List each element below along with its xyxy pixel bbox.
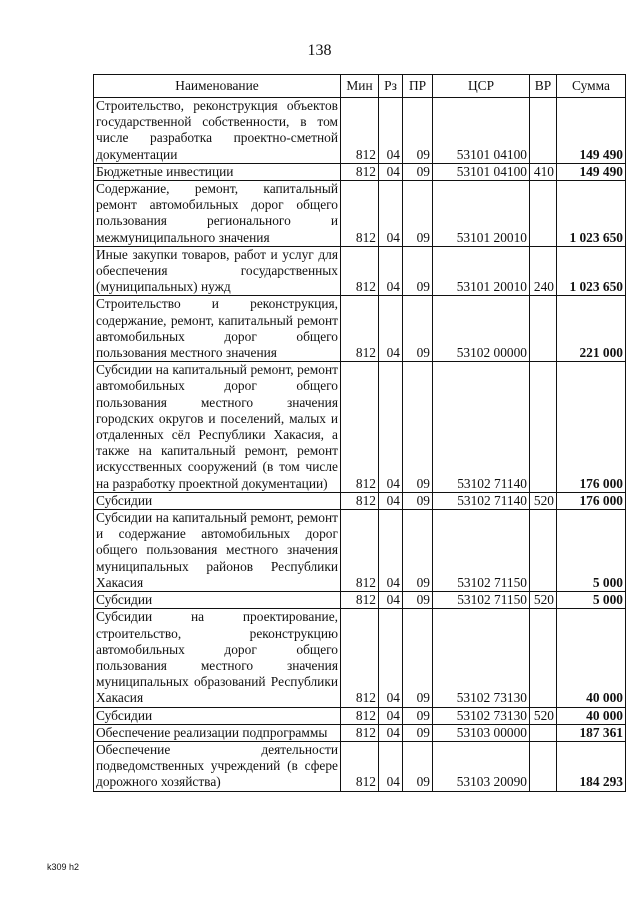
row-pr-cell: 09 (403, 741, 433, 791)
row-name-cell: Обеспечение реализации подпрограммы (94, 724, 341, 741)
row-rz-cell: 04 (379, 609, 403, 707)
page-number: 138 (307, 42, 332, 59)
row-min-cell: 812 (341, 181, 379, 247)
budget-table (93, 74, 626, 792)
row-min-cell: 812 (341, 741, 379, 791)
row-min-cell: 812 (341, 609, 379, 707)
table-row (94, 246, 626, 296)
column-header-min: Мин (341, 75, 379, 98)
row-vr-cell (530, 724, 557, 741)
row-rz-cell: 04 (379, 181, 403, 247)
row-name-cell: Строительство и реконструкция, содержание, ремонт, капитальный ремонт автомобильных дорог общего пользования местного значения (94, 296, 341, 362)
column-header-csr: ЦСР (433, 75, 530, 98)
table-header-row (94, 75, 626, 98)
row-min-cell: 812 (341, 163, 379, 180)
column-header-sum: Сумма (557, 75, 626, 98)
row-min-cell: 812 (341, 246, 379, 296)
table-row (94, 510, 626, 592)
row-rz-cell: 04 (379, 163, 403, 180)
row-sum-cell: 40 000 (557, 707, 626, 724)
row-sum-cell: 40 000 (557, 609, 626, 707)
table-row (94, 362, 626, 493)
column-header-name: Наименование (94, 75, 341, 98)
row-csr-cell: 53102 71150 (433, 510, 530, 592)
row-csr-cell: 53102 71140 (433, 492, 530, 509)
row-pr-cell: 09 (403, 362, 433, 493)
row-csr-cell: 53102 71150 (433, 592, 530, 609)
row-rz-cell: 04 (379, 707, 403, 724)
table-row (94, 181, 626, 247)
row-csr-cell: 53103 00000 (433, 724, 530, 741)
row-name-cell: Субсидии на капитальный ремонт, ремонт автомобильных дорог общего пользования местного значения городских округов и поселений, малых и отдаленных сёл Республики Хакасия, а также на капитальный ремонт, ремонт искусственных сооружений (в том числе на разработку проектной документации) (94, 362, 341, 493)
row-vr-cell: 520 (530, 492, 557, 509)
table-row (94, 98, 626, 164)
row-sum-cell: 184 293 (557, 741, 626, 791)
row-csr-cell: 53102 71140 (433, 362, 530, 493)
row-pr-cell: 09 (403, 296, 433, 362)
row-pr-cell: 09 (403, 492, 433, 509)
row-rz-cell: 04 (379, 724, 403, 741)
row-rz-cell: 04 (379, 510, 403, 592)
row-name-cell: Субсидии на капитальный ремонт, ремонт и содержание автомобильных дорог общего пользования местного значения муниципальных районов Республики Хакасия (94, 510, 341, 592)
table-row (94, 741, 626, 791)
row-sum-cell: 1 023 650 (557, 246, 626, 296)
row-rz-cell: 04 (379, 98, 403, 164)
row-vr-cell: 240 (530, 246, 557, 296)
row-sum-cell: 149 490 (557, 98, 626, 164)
row-csr-cell: 53101 20010 (433, 246, 530, 296)
row-name-cell: Строительство, реконструкция объектов государственной собственности, в том числе разработка проектно-сметной документации (94, 98, 341, 164)
row-name-cell: Субсидии (94, 707, 341, 724)
row-sum-cell: 176 000 (557, 492, 626, 509)
row-csr-cell: 53101 04100 (433, 163, 530, 180)
row-min-cell: 812 (341, 296, 379, 362)
row-vr-cell: 410 (530, 163, 557, 180)
row-rz-cell: 04 (379, 296, 403, 362)
row-vr-cell (530, 98, 557, 164)
table-row (94, 724, 626, 741)
row-vr-cell: 520 (530, 592, 557, 609)
row-rz-cell: 04 (379, 246, 403, 296)
row-sum-cell: 5 000 (557, 510, 626, 592)
row-csr-cell: 53102 00000 (433, 296, 530, 362)
row-name-cell: Субсидии на проектирование, строительство, реконструкцию автомобильных дорог общего пользования местного значения муниципальных образований Республики Хакасия (94, 609, 341, 707)
row-pr-cell: 09 (403, 98, 433, 164)
row-sum-cell: 221 000 (557, 296, 626, 362)
row-pr-cell: 09 (403, 592, 433, 609)
column-header-pr: ПР (403, 75, 433, 98)
row-rz-cell: 04 (379, 362, 403, 493)
row-min-cell: 812 (341, 510, 379, 592)
row-name-cell: Субсидии (94, 492, 341, 509)
row-min-cell: 812 (341, 592, 379, 609)
row-sum-cell: 5 000 (557, 592, 626, 609)
row-min-cell: 812 (341, 707, 379, 724)
row-pr-cell: 09 (403, 510, 433, 592)
row-csr-cell: 53101 20010 (433, 181, 530, 247)
row-csr-cell: 53102 73130 (433, 707, 530, 724)
row-rz-cell: 04 (379, 492, 403, 509)
row-name-cell: Бюджетные инвестиции (94, 163, 341, 180)
row-vr-cell (530, 510, 557, 592)
row-rz-cell: 04 (379, 592, 403, 609)
table-row (94, 492, 626, 509)
row-vr-cell (530, 296, 557, 362)
row-pr-cell: 09 (403, 724, 433, 741)
row-pr-cell: 09 (403, 707, 433, 724)
table-row (94, 592, 626, 609)
row-vr-cell (530, 181, 557, 247)
row-sum-cell: 176 000 (557, 362, 626, 493)
row-vr-cell: 520 (530, 707, 557, 724)
row-name-cell: Субсидии (94, 592, 341, 609)
table-row (94, 296, 626, 362)
row-csr-cell: 53102 73130 (433, 609, 530, 707)
row-name-cell: Содержание, ремонт, капитальный ремонт автомобильных дорог общего пользования регионального и межмуниципального значения (94, 181, 341, 247)
row-name-cell: Иные закупки товаров, работ и услуг для обеспечения государственных (муниципальных) нужд (94, 246, 341, 296)
row-pr-cell: 09 (403, 246, 433, 296)
row-min-cell: 812 (341, 492, 379, 509)
row-pr-cell: 09 (403, 609, 433, 707)
column-header-rz: Рз (379, 75, 403, 98)
row-pr-cell: 09 (403, 163, 433, 180)
row-sum-cell: 187 361 (557, 724, 626, 741)
row-min-cell: 812 (341, 98, 379, 164)
row-sum-cell: 1 023 650 (557, 181, 626, 247)
column-header-vr: ВР (530, 75, 557, 98)
row-sum-cell: 149 490 (557, 163, 626, 180)
row-min-cell: 812 (341, 724, 379, 741)
row-vr-cell (530, 741, 557, 791)
row-pr-cell: 09 (403, 181, 433, 247)
row-vr-cell (530, 362, 557, 493)
row-vr-cell (530, 609, 557, 707)
table-row (94, 609, 626, 707)
row-csr-cell: 53101 04100 (433, 98, 530, 164)
row-name-cell: Обеспечение деятельности подведомственных учреждений (в сфере дорожного хозяйства) (94, 741, 341, 791)
table-row (94, 707, 626, 724)
row-csr-cell: 53103 20090 (433, 741, 530, 791)
table-row (94, 163, 626, 180)
footer-document-code: k309 h2 (47, 862, 80, 872)
row-rz-cell: 04 (379, 741, 403, 791)
row-min-cell: 812 (341, 362, 379, 493)
